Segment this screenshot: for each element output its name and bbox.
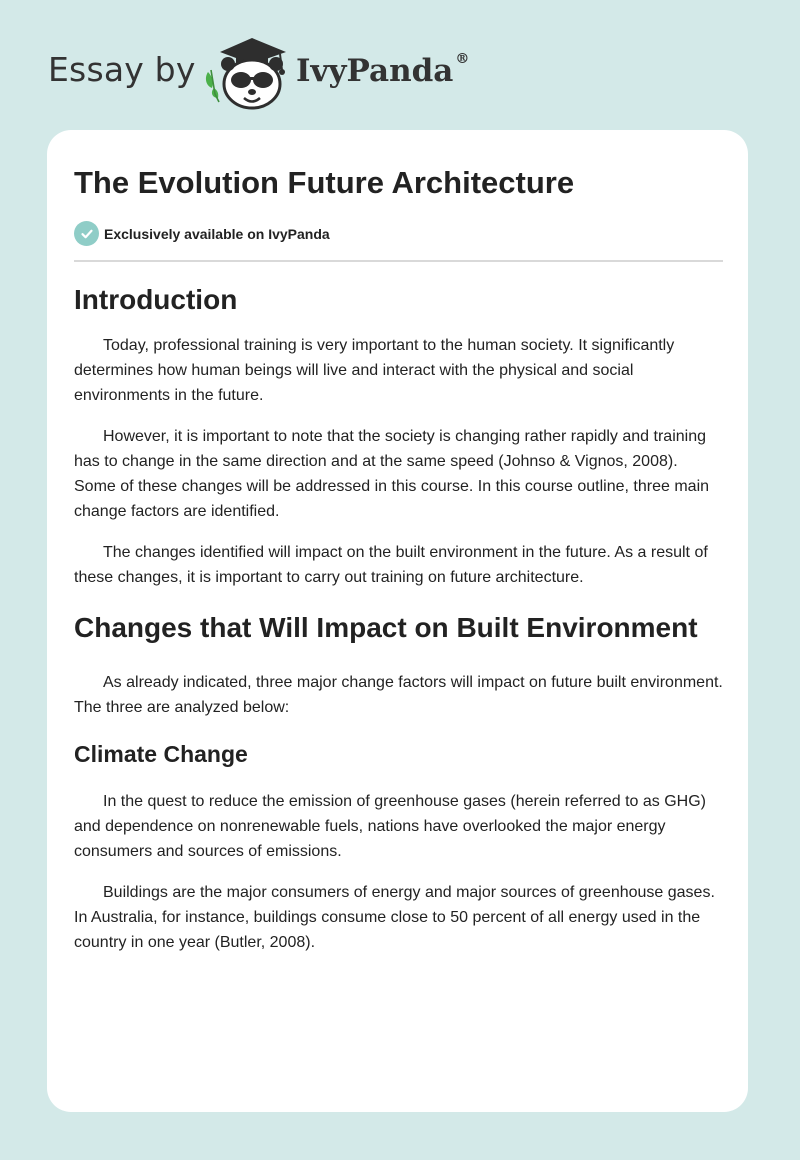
paragraph: Today, professional training is very important to the human society. It significantly determines how human beings will live and interact with the physical and social environments in the future. [74,337,675,404]
subsection-heading-climate-change: Climate Change [74,741,248,767]
paragraph: As already indicated, three major change factors will impact on future built environment. The three are analyzed below: [74,674,723,716]
site-header [0,0,800,130]
section-heading-changes: Changes that Will Impact on Built Environment [74,612,698,643]
brand-name[interactable] [296,53,469,89]
exclusive-badge-label: Exclusively available on IvyPanda [104,225,330,242]
paragraph: The changes identified will impact on the built environment in the future. As a result of these changes, it is important to carry out training on future architecture. [74,544,708,586]
paragraph: In the quest to reduce the emission of greenhouse gases (herein referred to as GHG) and dependence on nonrenewable fuels, nations have overlooked the major energy consumers and sources of emissions. [74,793,706,860]
registered-mark: ® [455,51,470,67]
essay-body [74,280,723,955]
paragraph: However, it is important to note that the society is changing rather rapidly and training has to change in the same direction and at the same speed (Johnso & Vignos, 2008). Some of these changes will be addressed in this course. In this course outline, three main change factors are identified. [74,428,710,520]
title-divider [74,260,723,262]
essay-title: The Evolution Future Architecture [74,165,575,200]
essay-card [47,130,748,1112]
panda-logo-icon[interactable] [200,32,296,112]
paragraph: Buildings are the major consumers of energy and major sources of greenhouse gases. In Australia, for instance, buildings consume close to 50 percent of all energy used in the country in one year (Butler, 2008). [74,884,715,951]
section-heading-introduction: Introduction [74,284,238,315]
brand-text: IvyPanda [296,53,454,89]
essay-by-label: Essay by [48,50,196,89]
check-icon [74,221,99,246]
exclusive-badge [74,221,330,246]
